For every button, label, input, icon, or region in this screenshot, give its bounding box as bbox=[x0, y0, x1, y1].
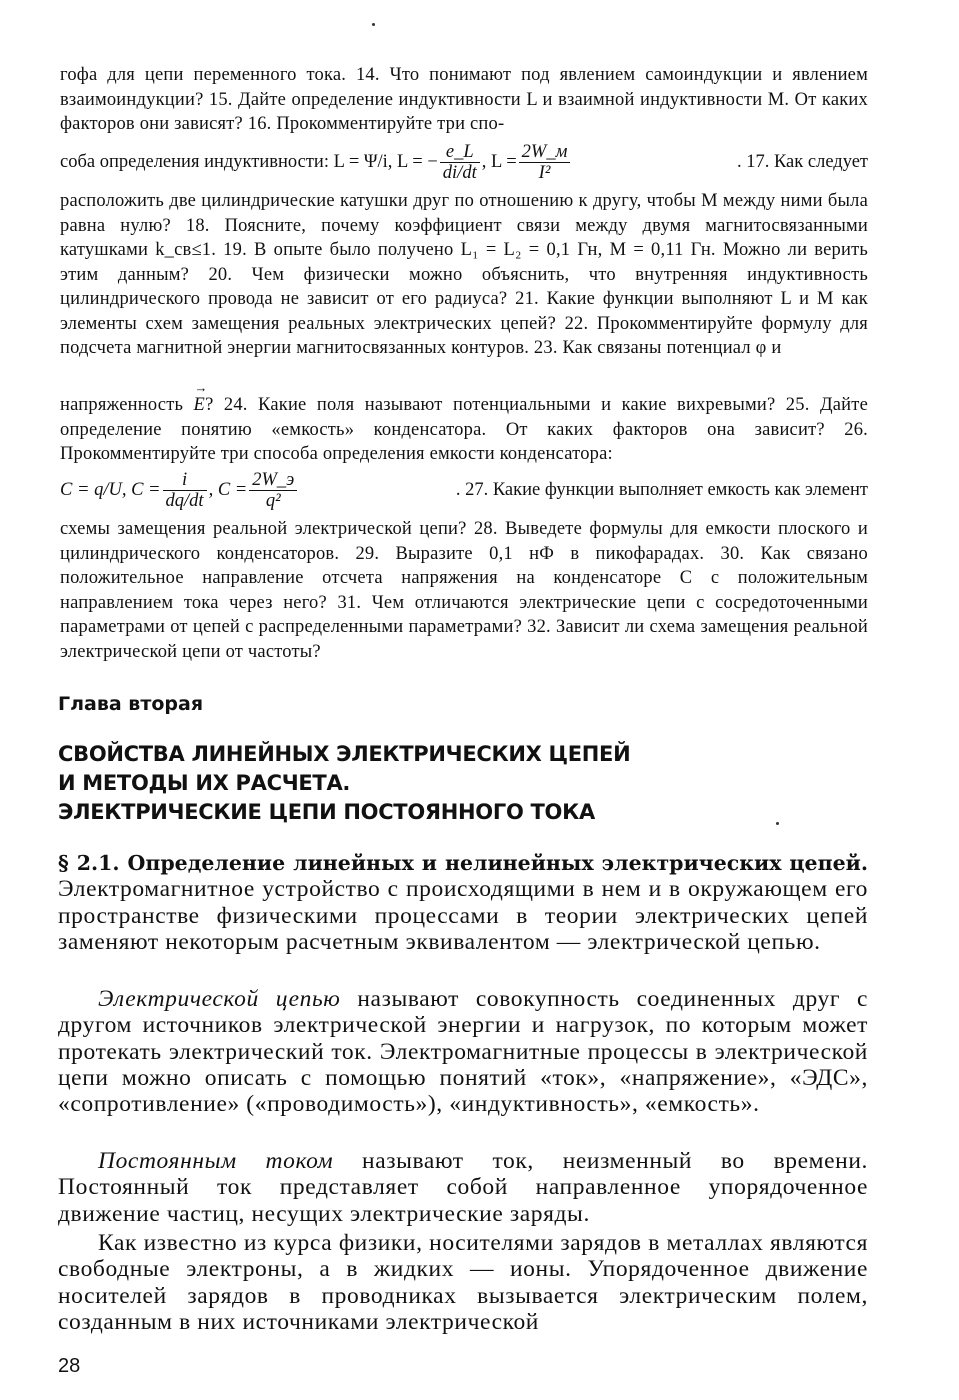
fraction-denominator: di/dt bbox=[442, 162, 477, 183]
formula-middle: , L = bbox=[481, 151, 517, 172]
questions-paragraph-1 bbox=[60, 63, 868, 137]
fraction-denominator: q² bbox=[265, 490, 281, 511]
formula-prefix: C = q/U, C = bbox=[60, 479, 161, 500]
formula-suffix: . 17. Как следует bbox=[736, 151, 868, 172]
inductance-formula-line bbox=[60, 134, 868, 190]
fraction-numerator: i bbox=[163, 470, 207, 491]
questions-text-3a: напряженность bbox=[60, 395, 194, 415]
chapter-label: Глава вторая bbox=[58, 693, 204, 715]
print-speck bbox=[776, 822, 779, 825]
chapter-title-line: ЭЛЕКТРИЧЕСКИЕ ЦЕПИ ПОСТОЯННОГО ТОКА bbox=[58, 800, 595, 824]
questions-text-1: гофа для цепи переменного тока. 14. Что понимают под явлением самоиндукции и явлением взаимоиндукции? 15. Дайте определение индуктивности L и взаимной индуктивности M. От каких факторов они зависят? 16. Прокомментируйте три спо- bbox=[60, 65, 868, 134]
section-heading: § 2.1. Определение линейных и нелинейных электрических цепей. bbox=[58, 851, 868, 875]
fraction-i-dqdt bbox=[163, 470, 207, 511]
capacitance-formula-line bbox=[60, 462, 868, 518]
questions-paragraph-2 bbox=[60, 189, 868, 361]
questions-paragraph-4 bbox=[60, 517, 868, 664]
formula-middle: , C = bbox=[208, 479, 248, 500]
fraction-numerator: 2W_м bbox=[519, 142, 571, 163]
chapter-title-line: СВОЙСТВА ЛИНЕЙНЫХ ЭЛЕКТРИЧЕСКИХ ЦЕПЕЙ bbox=[58, 742, 631, 766]
fraction-denominator: dq/dt bbox=[165, 490, 204, 511]
fraction-numerator: e_L bbox=[440, 142, 480, 163]
questions-text-2: расположить две цилиндрические катушки друг по отношению к другу, чтобы M между ними была равна нулю? 18. Поясните, почему коэффициент связи между двумя магнитосвязанными катушками k_св≤1. 19. В опыте было получено L₁ = L₂ = 0,1 Гн, M = 0,11 Гн. Можно ли верить этим данным? 20. Чем физически можно объяснить, что внутренняя индуктивность цилиндрического провода не зависит от его радиуса? 21. Какие функции выполняют L и M как элементы схем замещения реальных электрических цепей? 22. Прокомментируйте формулу для подсчета магнитной энергии магнитосвязанных контуров. 23. Как связаны потенциал φ и bbox=[60, 191, 868, 358]
questions-paragraph-3 bbox=[60, 393, 868, 467]
section-text-2: называют совокупность соединенных друг с другом источников электрической энергии и нагрузок, по которым может протекать электрический ток. Электромагнитные процессы в электрической цепи можно описать с помощью понятий «ток», «напряжение», «ЭДС», «сопротивление» («проводимость»), «индуктивность», «емкость». bbox=[58, 986, 868, 1118]
section-text-4: Как известно из курса физики, носителями зарядов в металлах являются свободные электроны, а в жидких — ионы. Упорядоченное движение носителей зарядов в проводниках вызывается электрическим полем, созданным в них источниками электрической bbox=[58, 1230, 868, 1335]
fraction-el-didt bbox=[440, 142, 480, 183]
term-direct-current: Постоянным током bbox=[98, 1148, 334, 1174]
chapter-title-line: И МЕТОДЫ ИХ РАСЧЕТА. bbox=[58, 771, 351, 795]
chapter-title bbox=[58, 740, 630, 827]
section-paragraph-4 bbox=[58, 1230, 868, 1335]
section-text-3: называют ток, неизменный во времени. Постоянный ток представляет собой направленное упорядоченное движение частиц, несущих электрические заряды. bbox=[58, 1148, 868, 1227]
print-speck bbox=[372, 23, 375, 26]
section-paragraph-1 bbox=[58, 850, 868, 955]
section-paragraph-3 bbox=[58, 1148, 868, 1227]
questions-text-4: схемы замещения реальной электрической цепи? 28. Выведете формулы для емкости плоского и цилиндрического конденсаторов. 29. Выразите 0,1 нФ в пикофарадах. 30. Как связано положительное направление отсчета напряжения на конденсаторе C с положительным направлением тока через него? 31. Чем отличаются электрические цепи с сосредоточенными параметрами от цепей с распределенными параметрами? 32. Зависит ли схема замещения реальной электрической цепи от частоты? bbox=[60, 519, 868, 662]
formula-prefix: соба определения индуктивности: L = Ψ/i, L = − bbox=[60, 151, 438, 172]
fraction-we-q2 bbox=[249, 470, 297, 511]
fraction-denominator: I² bbox=[538, 162, 551, 183]
formula-suffix: . 27. Какие функции выполняет емкость как элемент bbox=[455, 479, 868, 500]
page-number: 28 bbox=[58, 1355, 81, 1377]
section-paragraph-2 bbox=[58, 986, 868, 1117]
questions-text-3b: ? 24. Какие поля называют потенциальными и какие вихревыми? 25. Дайте определение понятию «емкость» конденсатора. От каких факторов она зависит? 26. Прокомментируйте три способа определения емкости конденсатора: bbox=[60, 395, 868, 464]
fraction-wm-i2 bbox=[519, 142, 571, 183]
term-electric-circuit: Электрической цепью bbox=[98, 986, 341, 1012]
section-text-1: Электромагнитное устройство с происходящими в нем и в окружающем его пространстве физическими процессами в теории электрических цепей заменяют некоторым расчетным эквивалентом — электрической цепью. bbox=[58, 876, 868, 955]
vector-e-symbol: → E bbox=[194, 393, 206, 418]
fraction-numerator: 2W_э bbox=[249, 470, 297, 491]
